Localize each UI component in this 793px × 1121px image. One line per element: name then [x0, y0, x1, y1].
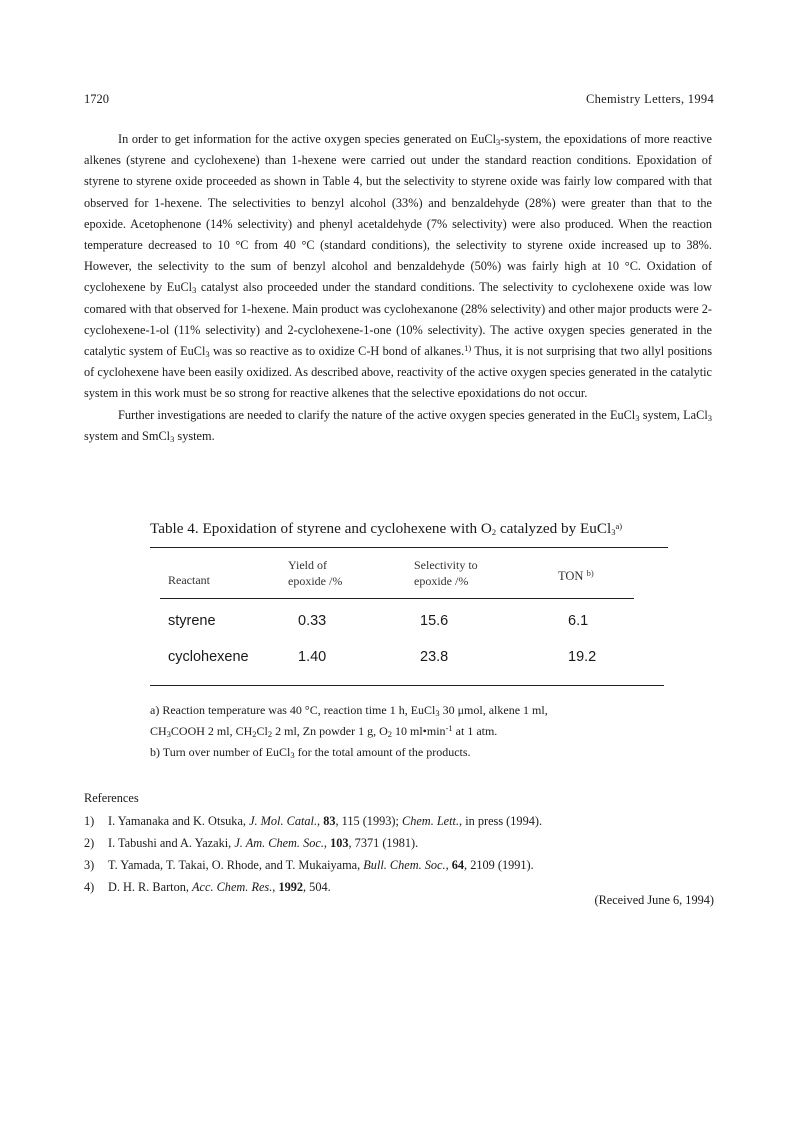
references	[84, 788, 714, 898]
cell-reactant: cyclohexene	[168, 649, 249, 665]
table-row	[150, 639, 670, 675]
reference-item: 1) I. Yamanaka and K. Otsuka, J. Mol. Catal., 83, 115 (1993); Chem. Lett., in press (1994).	[84, 814, 543, 828]
cell-selectivity: 23.8	[420, 649, 449, 665]
header-reactant: Reactant	[168, 573, 210, 587]
table-header-row	[150, 548, 670, 598]
cell-yield: 0.33	[298, 613, 327, 629]
header-yield: Yield of epoxide /%	[288, 558, 343, 588]
reference-item: 2) I. Tabushi and A. Yazaki, J. Am. Chem. Soc., 103, 7371 (1981).	[84, 836, 419, 850]
paragraph-1: In order to get information for the active oxygen species generated on EuCl$_3$-system, the epoxidations of more reactive alkenes (styrene and cyclohexene) than 1-hexene were carried out under the standard reaction conditions. Epoxidation of styrene to styrene oxide proceeded as shown in Table 4, but the selectivity to styrene oxide was fairly low compared with that observed for 1-hexene. The selectivities to benzyl alcohol (33%) and benzaldehyde (28%) were greater than that to the epoxide. Acetophenone (14% selectivity) and phenyl acetaldehyde (7% selectivity) were also produced. When the reaction temperature decreased to 10 °C from 40 °C (standard conditions), the selectivity to styrene oxide increased up to 38%. However, the selectivity to the sum of benzyl alcohol and benzaldehyde (50%) was fairly high at 10 °C. Oxidation of cyclohexene by EuCl$_3$ catalyst also proceeded under the standard conditions. The selectivity to cyclohexene oxide was low comared with that observed for 1-hexene. Main product was cyclohexanone (28% selectivity) and other major products were 2-cyclohexene-1-ol (11% selectivity) and 2-cyclohexene-1-one (10% selectivity). The active oxygen species generated in the catalytic system of EuCl$_3$ was so reactive as to oxidize C-H bond of alkanes.$^{1)}$ Thus, it is not surprising that two allyl positions of cyclohexene have been easily oxidized. As described above, reactivity of the active oxygen species generated in the catalytic system in this work must be so strong for reactive alkenes that the selective epoxidations do not occur.	[84, 132, 712, 401]
table-title: Table 4. Epoxidation of styrene and cyclohexene with $O_2$ catalyzed by EuCl$_3^{a)}$	[150, 520, 623, 537]
cell-selectivity: 15.6	[420, 613, 449, 629]
received-date: (Received June 6, 1994)	[594, 893, 714, 907]
references-heading: References	[84, 791, 139, 805]
paragraph-2: Further investigations are needed to clarify the nature of the active oxygen species generated in the EuCl$_3$ system, LaCl$_3$ system and SmCl$_3$ system.	[84, 407, 712, 444]
page-number: 1720	[84, 92, 109, 106]
header-ton: TON $^{b)}$	[558, 568, 594, 583]
header-selectivity: Selectivity to epoxide /%	[414, 558, 478, 588]
table-body	[150, 599, 670, 685]
body-text	[84, 129, 712, 447]
cell-yield: 1.40	[298, 649, 327, 665]
table-footnotes	[150, 700, 670, 763]
cell-reactant: styrene	[168, 613, 216, 629]
journal-name: Chemistry Letters, 1994	[585, 92, 714, 106]
table-row	[150, 603, 670, 639]
table-4	[150, 520, 670, 763]
page-header	[84, 92, 714, 108]
reference-item: 3) T. Yamada, T. Takai, O. Rhode, and T. Mukaiyama, Bull. Chem. Soc., 64, 2109 (1991).	[84, 858, 534, 872]
cell-ton: 19.2	[568, 649, 597, 665]
cell-ton: 6.1	[568, 613, 589, 629]
citation-1: 1)	[464, 343, 472, 354]
footnote-a: a) Reaction temperature was 40 °C, reaction time 1 h, EuCl$_3$ 30 μmol, alkene 1 ml, $CH_3COOH$ 2 ml, $CH_2Cl_2$ 2 ml, Zn powder 1 g, $O_2$ 10 $ml•\min^{-1}$ at 1 atm.	[150, 703, 548, 739]
reference-item: 4) D. H. R. Barton, Acc. Chem. Res., 1992, 504.	[84, 880, 331, 894]
footnote-b: b) Turn over number of EuCl$_3$ for the total amount of the products.	[150, 745, 471, 760]
table-bottom-rule	[150, 685, 664, 686]
